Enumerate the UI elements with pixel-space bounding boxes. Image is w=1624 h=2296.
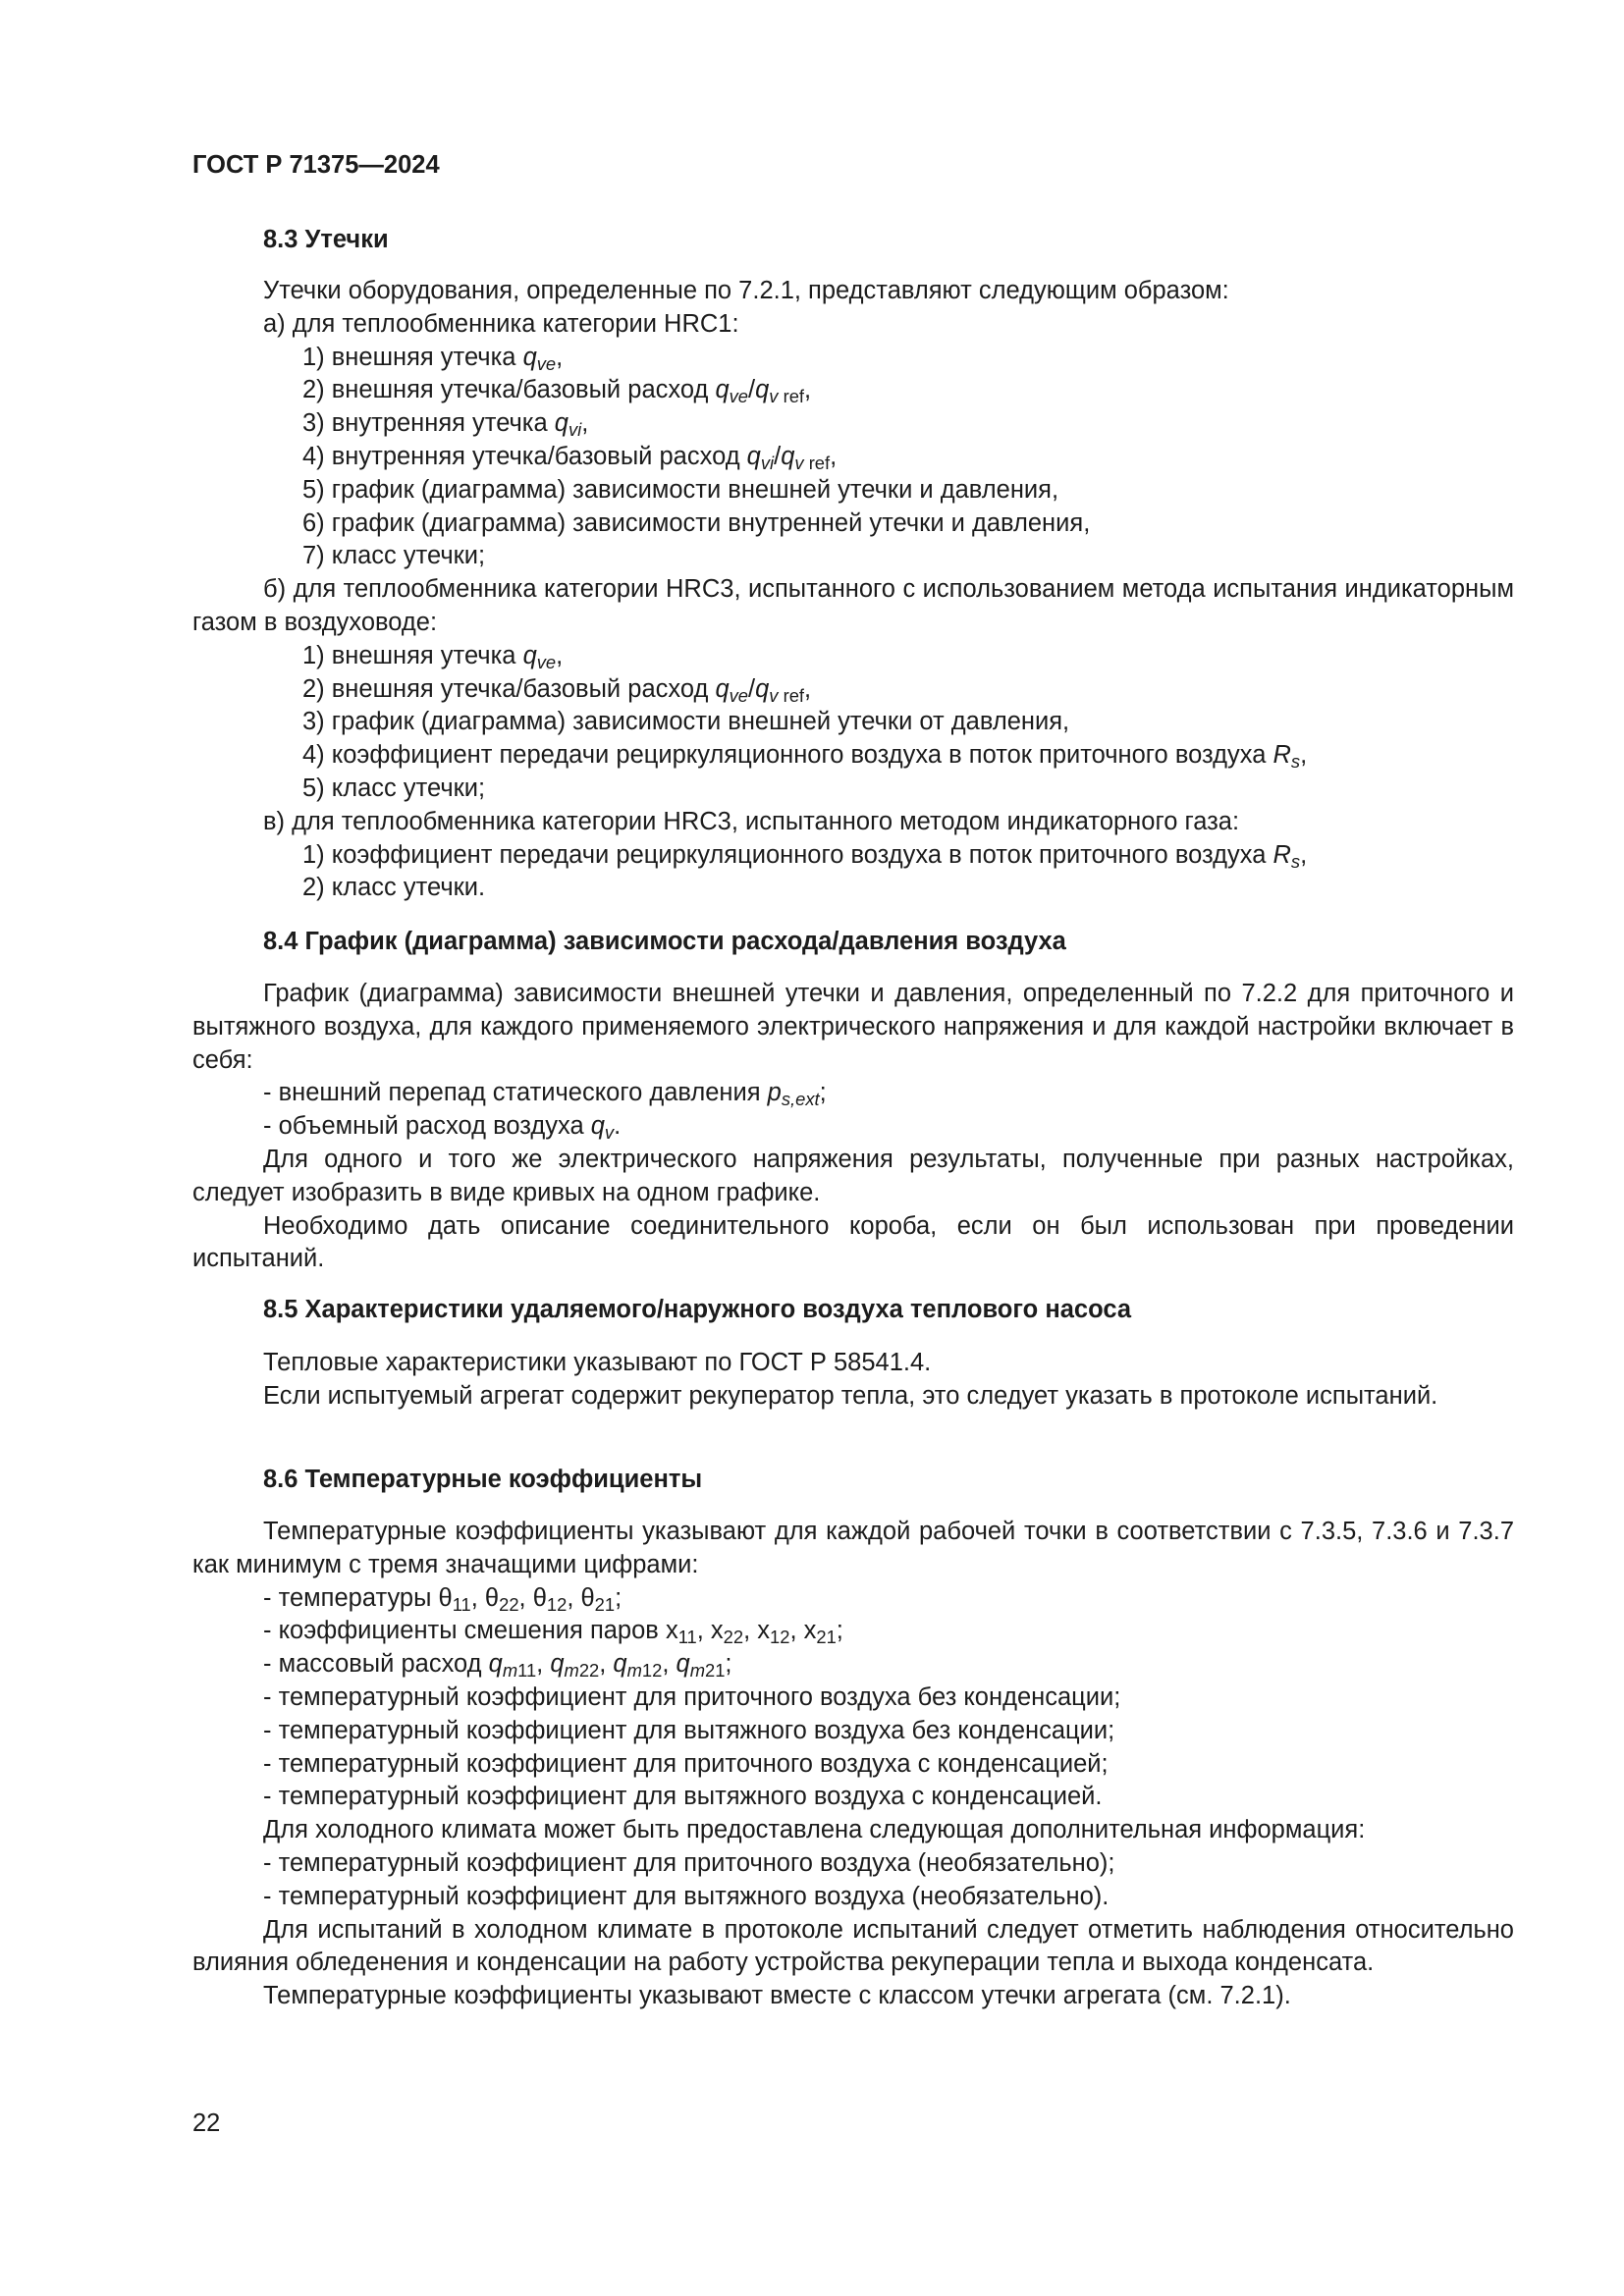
list-item: - коэффициенты смешения паров $x_{11}$, $x_{22}$, $x_{12}$, $x_{21}$; <box>263 1617 843 1648</box>
list-item: - объемный расход воздуха $q_v$. <box>263 1112 622 1144</box>
list-item: в) для теплообменника категории HRC3, испытанного методом индикаторного газа: <box>263 807 1240 835</box>
list-item: - внешний перепад статического давления $p_{s,ext}$; <box>263 1079 827 1110</box>
section-8-4-body <box>192 978 1514 1276</box>
list-item: - температурный коэффициент для вытяжного воздуха без конденсации; <box>263 1716 1115 1744</box>
list-item: - температурный коэффициент для приточного воздуха (необязательно); <box>263 1848 1115 1877</box>
paragraph: Температурные коэффициенты указывают для каждой рабочей точки в соответствии с 7.3.5, 7.3.6 и 7.3.7 как минимум с тремя значащими цифрами: <box>192 1518 1514 1578</box>
section-8-5-body <box>192 1347 1514 1414</box>
section-8-3-title: 8.3 Утечки <box>263 226 389 253</box>
list-item: 2) внешняя утечка/базовый расход $q_{ve}/q_{v ref}$, <box>302 376 812 407</box>
section-8-6-title: 8.6 Температурные коэффициенты <box>263 1466 703 1493</box>
list-item: а) для теплообменника категории HRC1: <box>263 309 739 338</box>
section-8-6-body <box>192 1516 1514 2013</box>
list-item: 1) внешняя утечка $q_{ve}$, <box>302 641 564 672</box>
section-8-5 <box>192 1294 1514 1327</box>
paragraph: Для холодного климата может быть предоставлена следующая дополнительная информация: <box>263 1816 1366 1844</box>
list-item: 2) класс утечки. <box>302 874 486 902</box>
page-number: 22 <box>192 2109 221 2137</box>
section-8-5-title: 8.5 Характеристики удаляемого/наружного воздуха теплового насоса <box>263 1296 1131 1323</box>
list-item: 4) коэффициент передачи рециркуляционного воздуха в поток приточного воздуха $R_s$, <box>302 741 1308 773</box>
section-8-3-body <box>192 275 1514 905</box>
paragraph: Температурные коэффициенты указывают вместе с классом утечки агрегата (см. 7.2.1). <box>263 1982 1291 2010</box>
list-item: 6) график (диаграмма) зависимости внутренней утечки и давления, <box>302 508 1091 537</box>
list-item: 5) класс утечки; <box>302 774 486 802</box>
list-item: 4) внутренняя утечка/базовый расход $q_{vi}/q_{v ref}$, <box>302 442 838 474</box>
list-item: - температуры $\theta_{11}$, $\theta_{22}$, $\theta_{12}$, $\theta_{21}$; <box>263 1583 623 1615</box>
list-item: б) для теплообменника категории HRC3, испытанного с использованием метода испытания индикаторным газом в воздуховоде: <box>192 575 1514 636</box>
section-8-3 <box>192 224 1514 257</box>
paragraph: Если испытуемый агрегат содержит рекуператор тепла, это следует указать в протоколе испытаний. <box>263 1381 1438 1410</box>
paragraph: Тепловые характеристики указывают по ГОСТ Р 58541.4. <box>263 1349 932 1376</box>
list-item: - температурный коэффициент для вытяжного воздуха с конденсацией. <box>263 1783 1103 1811</box>
section-8-4 <box>192 926 1514 959</box>
list-item: 3) график (диаграмма) зависимости внешней утечки от давления, <box>302 708 1070 736</box>
section-8-6 <box>192 1464 1514 1497</box>
list-item: 1) коэффициент передачи рециркуляционного воздуха в поток приточного воздуха $R_s$, <box>302 840 1308 872</box>
list-item: - температурный коэффициент для приточного воздуха с конденсацией; <box>263 1749 1109 1778</box>
list-item: - массовый расход $q_{m11}$, $q_{m22}$, $q_{m12}$, $q_{m21}$; <box>263 1650 732 1682</box>
paragraph: Для одного и того же электрического напряжения результаты, полученные при разных настройках, следует изобразить в виде кривых на одном графике. <box>192 1145 1514 1206</box>
paragraph: Для испытаний в холодном климате в протоколе испытаний следует отметить наблюдения относительно влияния обледенения и конденсации на работу устройства рекуперации тепла и выхода конденсата. <box>192 1915 1514 1977</box>
paragraph: Необходимо дать описание соединительного короба, если он был использован при проведении испытаний. <box>192 1211 1514 1273</box>
paragraph: Утечки оборудования, определенные по 7.2.1, представляют следующим образом: <box>263 277 1229 304</box>
list-item: - температурный коэффициент для вытяжного воздуха (необязательно). <box>263 1882 1110 1910</box>
list-item: 7) класс утечки; <box>302 542 486 570</box>
section-8-4-title: 8.4 График (диаграмма) зависимости расхода/давления воздуха <box>263 928 1066 955</box>
standard-header: ГОСТ Р 71375—2024 <box>192 151 440 179</box>
list-item: 5) график (диаграмма) зависимости внешней утечки и давления, <box>302 475 1059 504</box>
list-item: 2) внешняя утечка/базовый расход $q_{ve}/q_{v ref}$, <box>302 674 812 706</box>
list-item: - температурный коэффициент для приточного воздуха без конденсации; <box>263 1682 1121 1711</box>
paragraph: График (диаграмма) зависимости внешней утечки и давления, определенный по 7.2.2 для приточного и вытяжного воздуха, для каждого применяемого электрического напряжения и для каждой настройки включает в себя: <box>192 980 1514 1074</box>
list-item: 1) внешняя утечка $q_{ve}$, <box>302 343 564 374</box>
list-item: 3) внутренняя утечка $q_{vi}$, <box>302 409 589 441</box>
